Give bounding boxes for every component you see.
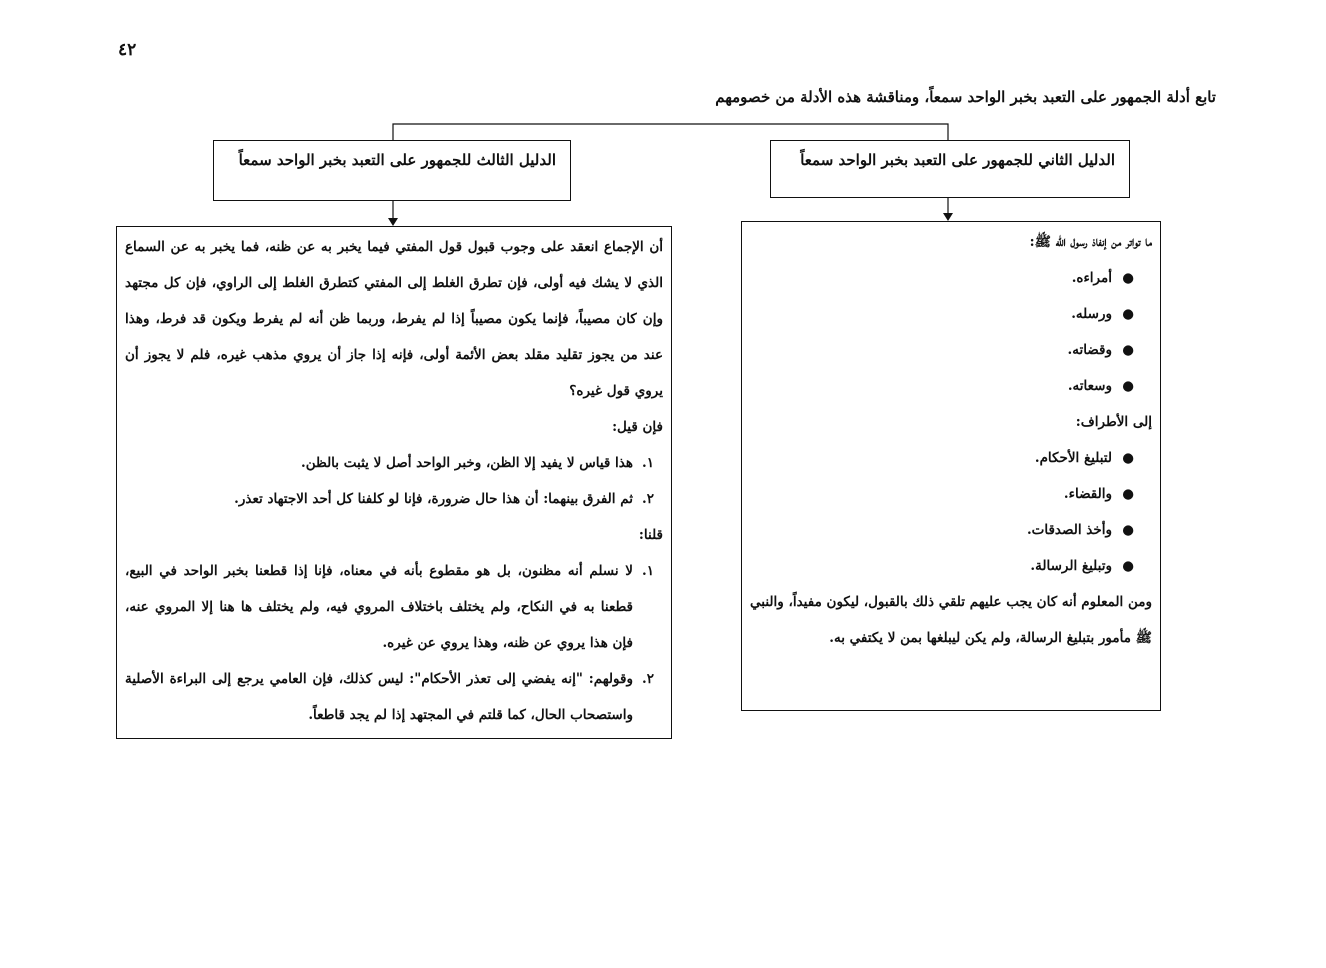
page-number: ٤٢	[118, 40, 137, 60]
title-connector	[393, 124, 948, 140]
third-evidence-heading-box	[213, 140, 571, 201]
second-evidence-heading-box	[770, 140, 1130, 198]
list-item: ●وقضاته.	[1067, 342, 1134, 358]
second-evidence-conclusion: ومن المعلوم أنه كان يجب عليهم تلقي ذلك بالقبول، ليكون مفيداً، والنبي ﷺ مأمور بتبليغ الرسالة، ولم يكن ليبلغها بمن لا يكتفي به.	[750, 594, 1152, 646]
to-regions-label: إلى الأطراف:	[1075, 414, 1152, 430]
third-evidence-heading: الدليل الثالث للجمهور على التعبد بخبر الواحد سمعاً	[238, 151, 556, 169]
list-item: ●وسعاته.	[1067, 378, 1134, 394]
second-evidence-intro: ما تواتر من إنفاذ رسول الله ﷺ:	[1029, 234, 1152, 250]
third-evidence-content-box	[116, 226, 672, 739]
list-item: ●وتبليغ الرسالة.	[1030, 558, 1134, 574]
second-evidence-content-box	[741, 221, 1161, 711]
third-evidence-intro: أن الإجماع انعقد على وجوب قبول قول المفتي فيما يخبر به عن ظنه، فما يخبر به عن السماع الذي لا يشك فيه أولى، فإن تطرق الغلط إلى المفتي كتطرق الغلط إلى الراوي، فإن كل مجتهد وإن كان مصيباً، فإنما يكون مصيباً إذا لم يفرط، وربما ظن أنه لم يفرط ويكون قد فرط، وهذا عند من يجوز تقليد مقلد بعض الأئمة أولى، فإنه إذا جاز أن يروي مذهب غيره، فلم لا يجوز أن يروي قول غيره؟	[125, 239, 663, 399]
list-item: ●والقضاء.	[1063, 486, 1134, 502]
list-item: ●ورسله.	[1071, 306, 1134, 322]
right-arrow-head	[943, 213, 953, 221]
list-item: ●وأخذ الصدقات.	[1026, 522, 1134, 538]
second-evidence-heading: الدليل الثاني للجمهور على التعبد بخبر الواحد سمعاً	[800, 151, 1115, 169]
objection-label: فإن قيل:	[612, 419, 663, 435]
list-item: ١. لا نسلم أنه مظنون، بل هو مقطوع بأنه في معناه، فإنا إذا قطعنا بخبر الواحد في البيع، قطعنا به في النكاح، ولم يختلف باختلاف المروي فيه، ولم يختلف ها هنا إلا المروي عنه، فإن هذا يروي عن ظنه، وهذا يروي عن غيره.	[125, 563, 654, 651]
page-title: تابع أدلة الجمهور على التعبد بخبر الواحد سمعاً، ومناقشة هذه الأدلة من خصومهم	[715, 88, 1216, 106]
reply-label: قلنا:	[638, 527, 663, 543]
list-item: ٢. وقولهم: "إنه يفضي إلى تعذر الأحكام": ليس كذلك، فإن العامي يرجع إلى البراءة الأصلية واستصحاب الحال، كما قلتم في المجتهد إذا لم يجد قاطعاً.	[125, 671, 654, 723]
list-item: ●لتبليغ الأحكام.	[1034, 450, 1134, 466]
list-item: ٢. ثم الفرق بينهما: أن هذا حال ضرورة، فإنا لو كلفنا كل أحد الاجتهاد تعذر.	[234, 491, 654, 507]
list-item: ١. هذا قياس لا يفيد إلا الظن، وخبر الواحد أصل لا يثبت بالظن.	[301, 455, 654, 471]
left-arrow-head	[388, 218, 398, 226]
list-item: ●أمراءه.	[1071, 270, 1134, 286]
